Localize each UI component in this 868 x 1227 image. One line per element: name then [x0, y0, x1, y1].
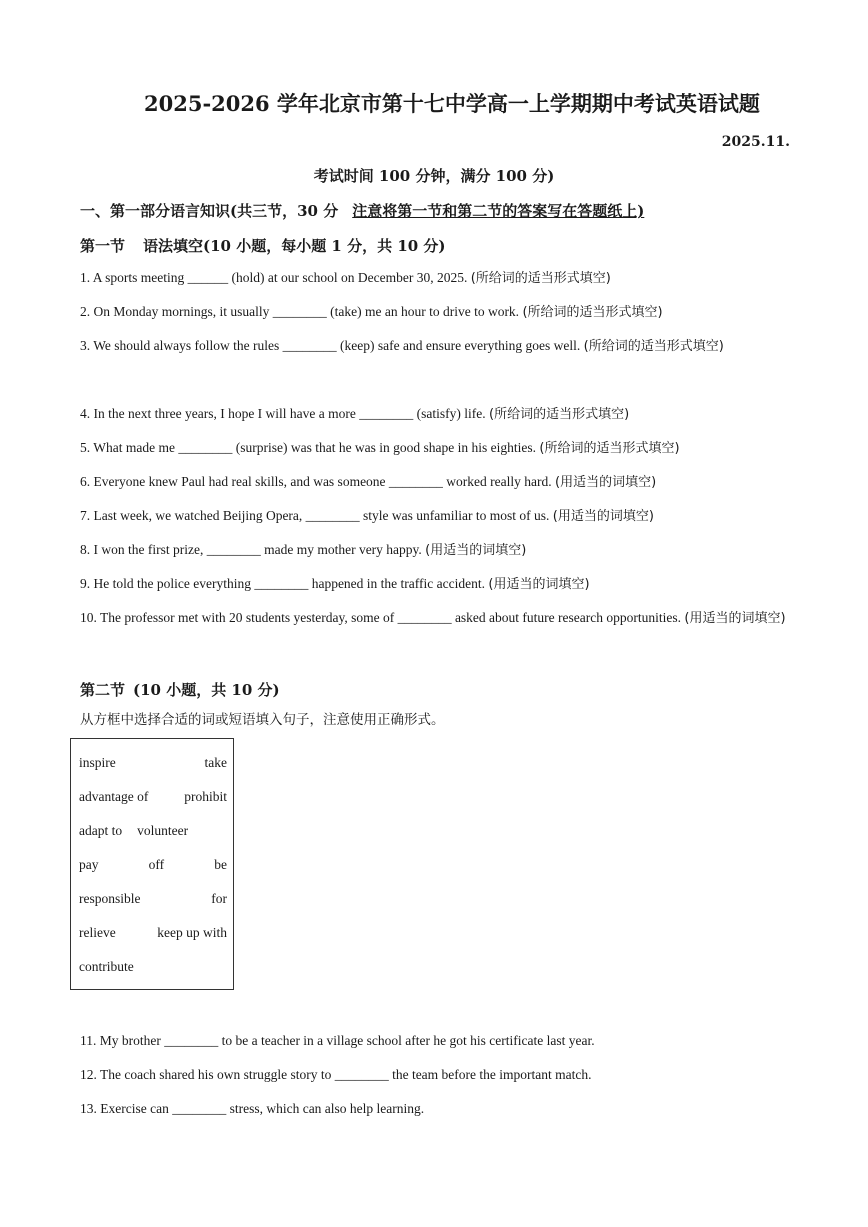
part1-title: 一、第一部分语言知识(共三节，30 分: [80, 202, 339, 220]
question-text: 13. Exercise can ________ stress, which can also help learning.: [80, 1101, 425, 1116]
question-text: 9. He told the police everything ________ happened in the traffic accident.: [80, 576, 489, 591]
question-text: 3. We should always follow the rules ________ (keep) safe and ensure everything goes well.: [80, 338, 584, 353]
question-text: 6. Everyone knew Paul had real skills, and was someone ________ worked really hard.: [80, 474, 556, 489]
question-text: 5. What made me ________ (surprise) was that he was in good shape in his eighties.: [80, 440, 540, 455]
question-3: [80, 329, 792, 364]
question-hint: (所给词的适当形式填空): [583, 339, 724, 354]
question-2: [80, 295, 792, 330]
question-10: [80, 601, 792, 636]
question-4: [80, 397, 792, 432]
section1-title: 语法填空(10 小题，每小题 1 分，共 10 分): [143, 237, 446, 255]
section1-label: 第一节: [80, 237, 126, 255]
question-hint: (用适当的词填空): [488, 577, 590, 592]
word-option: for: [211, 891, 227, 906]
question-hint: (用适当的词填空): [552, 509, 654, 524]
word-option: contribute: [79, 959, 134, 974]
word-box-row: [79, 959, 227, 975]
part1-heading: [80, 200, 644, 221]
part1-note: 注意将第一节和第二节的答案写在答题纸上): [352, 202, 645, 220]
question-8: [80, 533, 792, 568]
question-text: 1. A sports meeting ______ (hold) at our school on December 30, 2025.: [80, 270, 471, 285]
question-text: 4. In the next three years, I hope I will have a more ________ (satisfy) life.: [80, 406, 489, 421]
word-box: [70, 738, 234, 990]
word-option: volunteer: [137, 823, 189, 838]
page-title: 2025-2026 学年北京市第十七中学高一上学期期中考试英语试题: [144, 91, 760, 116]
question-hint: (所给词的适当形式填空): [539, 441, 680, 456]
section2-heading: [80, 679, 280, 700]
word-option: pay: [79, 857, 99, 872]
question-13: [80, 1092, 792, 1126]
word-box-row: [79, 925, 227, 941]
section2-label: 第二节: [80, 681, 126, 699]
section2-instruction: 从方框中选择合适的词或短语填入句子，注意使用正确形式。: [80, 712, 445, 728]
word-option: adapt to: [79, 823, 123, 838]
word-option: advantage of: [79, 789, 149, 804]
word-option: relieve: [79, 925, 116, 940]
exam-date: 2025.11.: [721, 134, 790, 150]
question-text: 11. My brother ________ to be a teacher in a village school after he got his certificate last year.: [80, 1033, 595, 1048]
word-option: keep up with: [157, 925, 227, 940]
word-option: take: [204, 755, 227, 770]
question-hint: (所给词的适当形式填空): [522, 305, 663, 320]
question-text: 10. The professor met with 20 students yesterday, some of ________ asked about future research opportunities.: [80, 610, 685, 625]
question-9: [80, 567, 792, 602]
question-11: [80, 1024, 792, 1058]
question-text: 12. The coach shared his own struggle story to ________ the team before the important match.: [80, 1067, 592, 1082]
word-box-row: [79, 857, 227, 873]
word-option: prohibit: [184, 789, 227, 804]
word-option: off: [148, 857, 165, 872]
word-box-row: [79, 755, 227, 771]
word-box-row: [79, 891, 227, 907]
word-option: be: [214, 857, 227, 872]
question-text: 2. On Monday mornings, it usually ________ (take) me an hour to drive to work.: [80, 304, 523, 319]
question-hint: (用适当的词填空): [684, 611, 786, 626]
word-box-row: [79, 823, 227, 839]
exam-info: 考试时间 100 分钟，满分 100 分): [313, 167, 555, 185]
question-6: [80, 465, 792, 500]
section1-heading: [80, 235, 446, 256]
question-hint: (用适当的词填空): [555, 475, 657, 490]
question-12: [80, 1058, 792, 1092]
question-hint: (用适当的词填空): [425, 543, 527, 558]
question-7: [80, 499, 792, 534]
question-text: 8. I won the first prize, ________ made my mother very happy.: [80, 542, 426, 557]
question-hint: (所给词的适当形式填空): [489, 407, 630, 422]
word-box-row: [79, 789, 227, 805]
question-1: [80, 261, 792, 296]
question-5: [80, 431, 792, 466]
section2-title: (10 小题，共 10 分): [133, 681, 280, 699]
word-option: responsible: [79, 891, 141, 906]
word-option: inspire: [79, 755, 116, 770]
question-hint: (所给词的适当形式填空): [470, 271, 611, 286]
question-text: 7. Last week, we watched Beijing Opera, ________ style was unfamiliar to most of us.: [80, 508, 553, 523]
